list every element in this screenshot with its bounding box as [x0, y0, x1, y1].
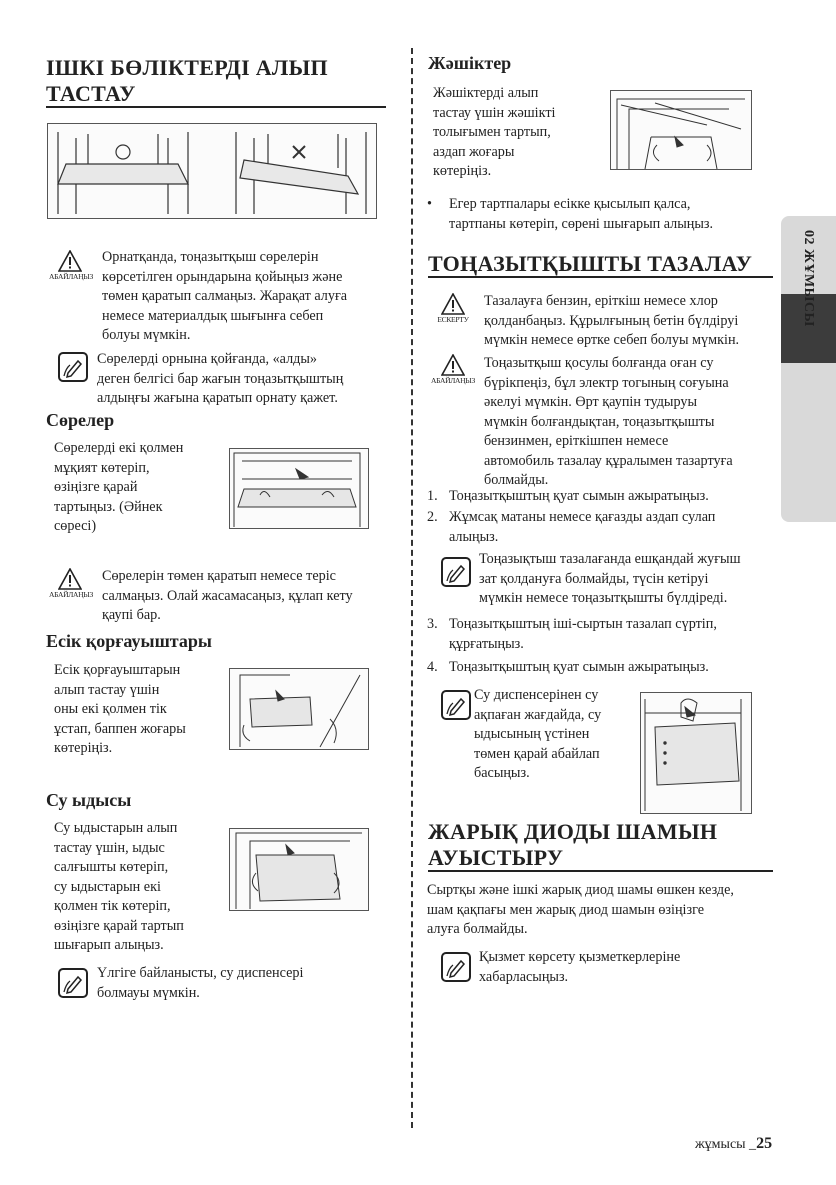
door-guard-illustration: [229, 668, 369, 750]
water-tank-text: Су ыдыстарын алып тастау үшін, ыдыс салғышты көтеріп, су ыдыстарын екі қолмен тік көтеріп, өзіңізге қарай тартып шығарып алыңыз.: [54, 820, 184, 953]
section-title-remove-parts-1: ІШКІ БӨЛІКТЕРДІ АЛЫП: [46, 55, 328, 80]
warning-label: АБАЙЛАҢЫЗ: [49, 590, 93, 599]
note-icon: [441, 690, 471, 720]
warning-text-shelves: Орнатқанда, тоңазытқыш сөрелерін көрсетілген орындарына қойыңыз және төмен қаратып салмаңыз. Жарақат алуға немесе материалдық шығынға себеп болуы мүмкін.: [102, 249, 348, 343]
note-text-cleaning-agent: Тоңазықтыш тазалағанда ешқандай жуғыш зат қолдануға болмайды, түсін кетіруі мүмкін немесе тоңазытқышты бүлдіреді.: [479, 551, 741, 606]
led-text: Сыртқы және ішкі жарық диод шамы өшкен кезде, шам қақпағы мен жарық диод шамын өзіңізге алуға болмайды.: [427, 882, 734, 937]
water-tank-illustration: [229, 828, 369, 911]
note-text-water-dispenser: Су диспенсерінен су ақпаған жағдайда, су ыдысының үстінен төмен қарай абайлап басыңыз.: [474, 687, 602, 781]
shelves-heading: Сөрелер: [46, 410, 115, 430]
page-footer: [695, 1135, 772, 1153]
section-title-led-1: ЖАРЫҚ ДИОДЫ ШАМЫН: [428, 819, 718, 844]
step-4: 4. Тоңазытқыштың қуат сымын ажыратыңыз.: [427, 659, 709, 675]
column-divider: [411, 48, 413, 1128]
note-icon: [441, 557, 471, 587]
section-title-cleaning: ТОҢАЗЫТҚЫШТЫ ТАЗАЛАУ: [428, 251, 753, 276]
step-1: 1. Тоңазытқыштың қуат сымын ажыратыңыз.: [427, 488, 709, 504]
step-2: 2. Жұмсақ матаны немесе қағазды аздап сулап алыңыз.: [427, 509, 716, 545]
section-title-led-2: АУЫСТЫРУ: [428, 845, 564, 870]
water-tank-heading: Су ыдысы: [46, 790, 132, 810]
warning-label: АБАЙЛАҢЫЗ: [431, 376, 475, 385]
warning-text-shelves-orientation: Сөрелерін төмен қаратып немесе теріс салмаңыз. Олай жасамасаңыз, құлап кету қаупі бар.: [102, 568, 353, 623]
drawer-illustration: [610, 90, 752, 170]
door-guards-text: Есік қорғауыштарын алып тастау үшін оны екі қолмен тік ұстап, баппен жоғары көтеріңіз.: [54, 662, 186, 756]
note-text-dispenser: Үлгіге байланысты, су диспенсері болмауы мүмкін.: [97, 965, 304, 1001]
note-icon: [58, 352, 88, 382]
caution-text: Тазалауға бензин, еріткіш немесе хлор қолданбаңыз. Құрылғының бетін бүлдіруі мүмкін немесе өртке себеп болуы мүмкін.: [484, 293, 740, 348]
footer-text: жұмысы _: [695, 1137, 757, 1152]
caution-label: ЕСКЕРТУ: [437, 315, 469, 324]
shelves-illustration: [229, 448, 369, 529]
step-3: 3. Тоңазытқыштың ішi-сыртын тазалап сүртіп, құрғатыңыз.: [427, 616, 717, 652]
chapter-tab-label: 02 ЖҰМЫСЫ: [801, 230, 816, 327]
page-number: 25: [756, 1135, 773, 1152]
title-underline: [428, 870, 773, 872]
warning-text-cleaning: Тоңазытқыш қосулы болғанда оған су бүрікпеңіз, бұл электр тогының соғуына әкелуі мүмкін. Өрт қаупін тудыруы мүмкін болғандықтан, тоңазытқышты бензинмен, еріткішпен немесе автомобиль тазалау құралымен тазартуға болмайды.: [484, 355, 733, 488]
door-guards-heading: Есік қорғауыштары: [46, 631, 212, 651]
warning-icon: [441, 354, 465, 376]
note-icon: [441, 952, 471, 982]
title-underline: [46, 106, 386, 108]
bullet-marker: •: [427, 196, 432, 212]
warning-icon: [58, 568, 82, 590]
water-dispenser-illustration: [640, 692, 752, 814]
note-icon: [58, 968, 88, 998]
note-text-shelf-front: Сөрелерді орнына қойғанда, «алды» деген белгісі бар жағын тоңазытқыштың алдыңғы жағына қаратып орнату қажет.: [97, 351, 344, 406]
bullet-text: Егер тартпалары есікке қысылып қалса, тартпаны көтеріп, сөрені шығарып алыңыз.: [449, 196, 714, 232]
title-underline: [428, 276, 773, 278]
drawers-text: Жәшіктерді алып тастау үшін жәшікті толығымен тартып, аздап жоғары көтеріңіз.: [433, 85, 556, 179]
caution-icon: [441, 293, 465, 315]
warning-label: АБАЙЛАҢЫЗ: [49, 272, 93, 281]
note-text-service: Қызмет көрсету қызметкерлеріне хабарласыңыз.: [479, 949, 681, 985]
section-title-remove-parts-2: ТАСТАУ: [46, 81, 136, 106]
drawers-heading: Жәшіктер: [428, 53, 512, 73]
shelf-install-illustration: [47, 123, 377, 219]
warning-icon: [58, 250, 82, 272]
shelves-text: Сөрелерді екі қолмен мұқият көтеріп, өзіңізге қарай тартыңыз. (Әйнек сөресі): [54, 440, 184, 534]
